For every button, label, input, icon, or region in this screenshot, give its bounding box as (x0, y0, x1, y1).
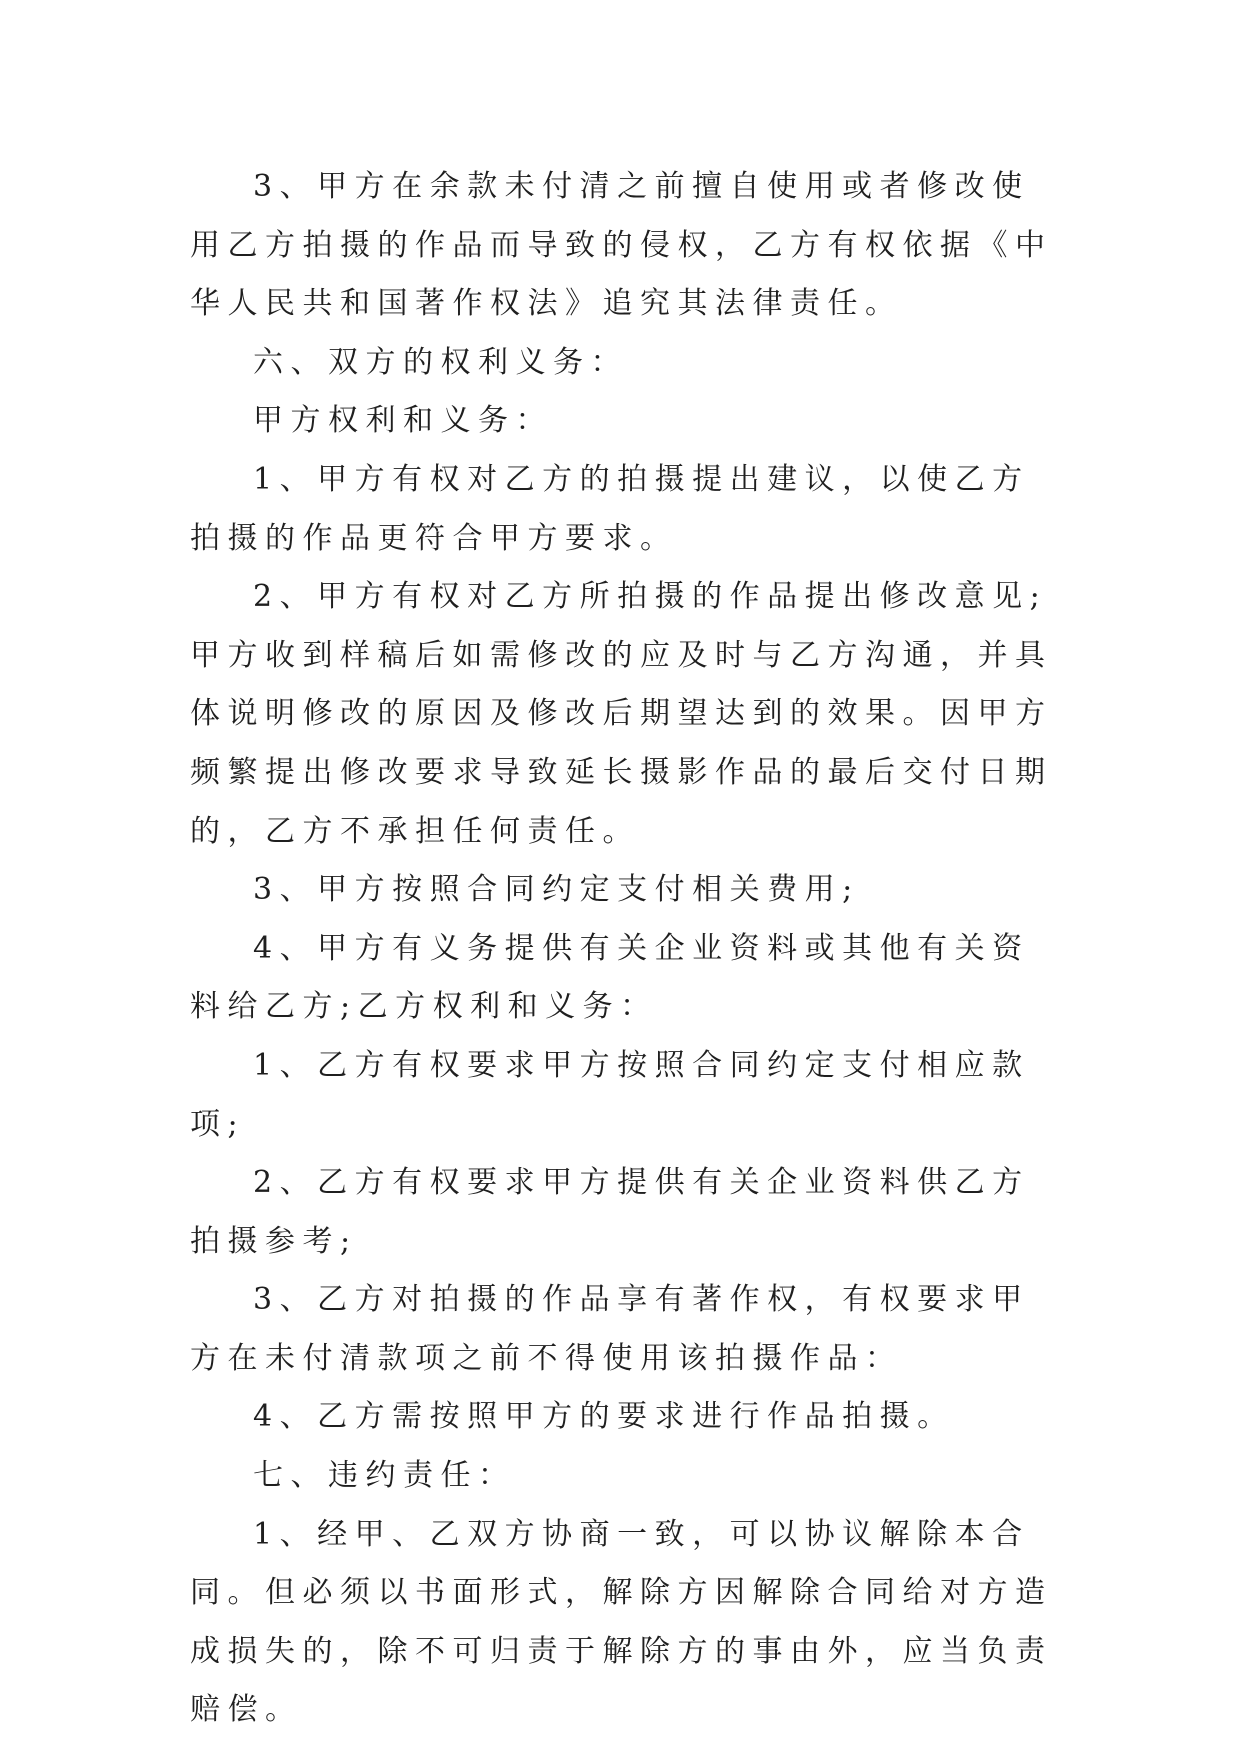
paragraph-party-a-item-3: 3、甲方按照合同约定支付相关费用; (253, 872, 860, 908)
paragraph-party-a-item-2: 2、甲方有权对乙方所拍摄的作品提出修改意见;甲方收到样稿后如需修改的应及时与乙方沟通，并具体说明修改的原因及修改后期望达到的效果。因甲方频繁提出修改要求导致延长摄影作品的最后交付日期的，乙方不承担任何责任。 (190, 579, 1053, 849)
paragraph-party-a-item-4: 4、甲方有义务提供有关企业资料或其他有关资料给乙方;乙方权利和义务： (190, 930, 1030, 1025)
paragraph-party-b-item-4: 4、乙方需按照甲方的要求进行作品拍摄。 (253, 1399, 955, 1435)
paragraph-clause-3-infringement: 3、甲方在余款未付清之前擅自使用或者修改使用乙方拍摄的作品而导致的侵权，乙方有权依据《中华人民共和国著作权法》追究其法律责任。 (190, 169, 1053, 322)
subheading-party-a-rights: 甲方权利和义务： (253, 403, 553, 439)
document-body (190, 158, 1060, 1740)
paragraph-party-b-item-1: 1、乙方有权要求甲方按照合同约定支付相应款项; (190, 1047, 1030, 1142)
heading-section-7-breach: 七、违约责任： (253, 1458, 516, 1494)
heading-section-6-rights-obligations: 六、双方的权利义务： (253, 344, 628, 380)
paragraph-party-b-item-3: 3、乙方对拍摄的作品享有著作权，有权要求甲方在未付清款项之前不得使用该拍摄作品： (190, 1282, 1030, 1376)
paragraph-party-a-item-1: 1、甲方有权对乙方的拍摄提出建议，以使乙方拍摄的作品更符合甲方要求。 (190, 461, 1030, 556)
paragraph-breach-item-1: 1、经甲、乙双方协商一致，可以协议解除本合同。但必须以书面形式，解除方因解除合同给对方造成损失的，除不可归责于解除方的事由外，应当负责赔偿。 (190, 1516, 1053, 1728)
paragraph-party-b-item-2: 2、乙方有权要求甲方提供有关企业资料供乙方拍摄参考; (190, 1165, 1030, 1259)
